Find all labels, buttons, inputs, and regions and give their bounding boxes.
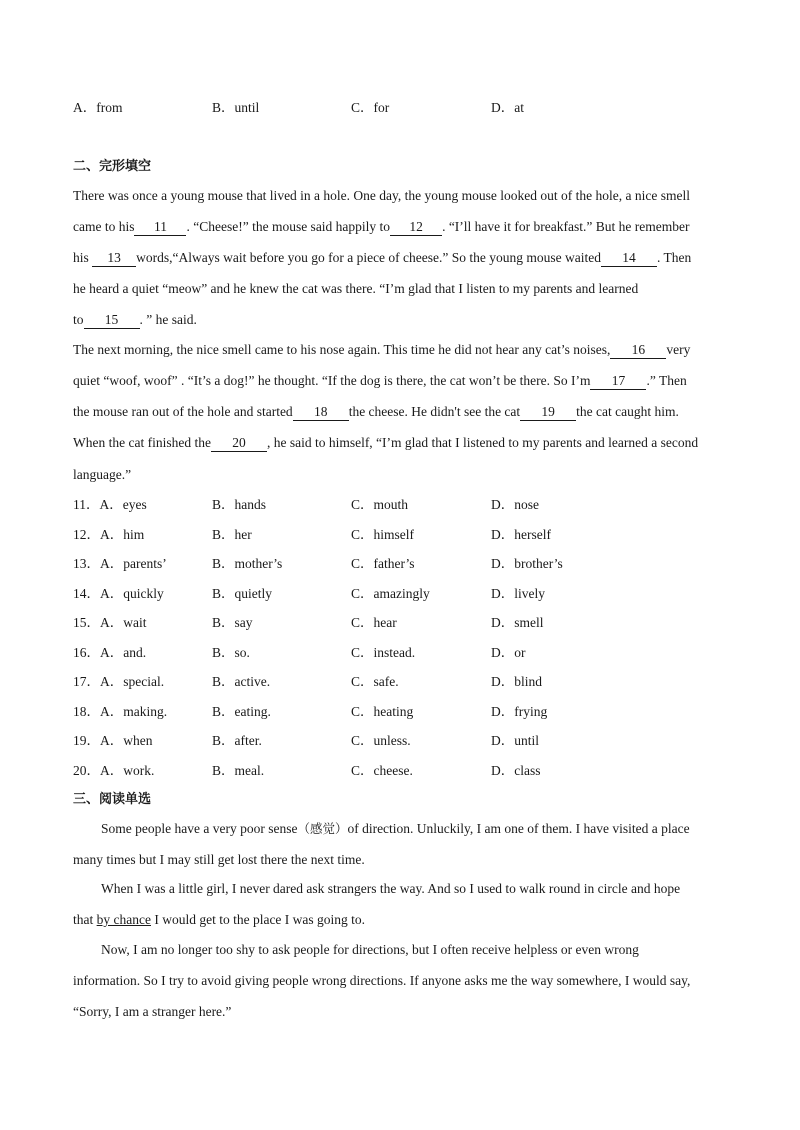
option-d[interactable]: D．blind <box>491 674 543 689</box>
option-c[interactable]: C．amazingly <box>351 586 430 601</box>
blank-14[interactable]: 14 <box>601 249 657 267</box>
option-d[interactable]: D．or <box>491 645 526 660</box>
option-a[interactable]: 13．A．parents’ <box>73 556 167 571</box>
passage-line: There was once a young mouse that lived in a hole. One day, the young mouse looked out of the hole, a nice smell <box>73 188 690 203</box>
blank-13[interactable]: 13 <box>92 249 136 267</box>
option-d[interactable]: D．at <box>491 100 524 115</box>
question-number: 12． <box>73 527 100 542</box>
reading-line: “Sorry, I am a stranger here.” <box>73 1004 232 1019</box>
reading-line: Some people have a very poor sense（感觉）of direction. Unluckily, I am one of them. I have visited a place <box>101 821 690 836</box>
blank-16[interactable]: 16 <box>610 341 666 359</box>
section-heading-reading: 三、阅读单选 <box>73 792 152 807</box>
blank-17[interactable]: 17 <box>590 372 646 390</box>
question-16 <box>73 643 733 663</box>
option-c[interactable]: C．father’s <box>351 556 415 571</box>
question-18 <box>73 702 733 722</box>
option-a[interactable]: 12．A．him <box>73 527 145 542</box>
question-12 <box>73 525 733 545</box>
option-d[interactable]: D．frying <box>491 704 548 719</box>
blank-20[interactable]: 20 <box>211 434 267 452</box>
blank-11[interactable]: 11 <box>134 218 186 236</box>
option-b[interactable]: B．meal. <box>212 763 265 778</box>
option-a[interactable]: 11．A．eyes <box>73 497 147 512</box>
passage-line: came to his 11 . “Cheese!” the mouse said happily to 12 . “I’ll have it for breakfast.” But he remember <box>73 219 690 234</box>
option-c[interactable]: C．himself <box>351 527 414 542</box>
question-number: 17． <box>73 674 100 689</box>
section-heading-cloze: 二、完形填空 <box>73 159 152 174</box>
option-b[interactable]: B．active. <box>212 674 271 689</box>
option-a[interactable]: 18．A．making. <box>73 704 168 719</box>
option-d[interactable]: D．herself <box>491 527 551 542</box>
underlined-phrase: by chance <box>96 912 151 927</box>
question-17 <box>73 672 733 692</box>
passage-line: the mouse ran out of the hole and started 18 the cheese. He didn't see the cat 19 the cat caught him. <box>73 404 679 419</box>
question-11 <box>73 495 733 515</box>
option-b[interactable]: B．mother’s <box>212 556 283 571</box>
passage-line: to 15 . ” he said. <box>73 312 197 327</box>
reading-line: Now, I am no longer too shy to ask people for directions, but I often receive helpless or even wrong <box>101 942 639 957</box>
option-c[interactable]: C．mouth <box>351 497 409 512</box>
reading-line: When I was a little girl, I never dared ask strangers the way. And so I used to walk round in circle and hope <box>101 881 681 896</box>
question-number: 20． <box>73 763 100 778</box>
passage-line: language.” <box>73 467 132 482</box>
question-number: 15． <box>73 615 100 630</box>
option-b[interactable]: B．so. <box>212 645 250 660</box>
option-d[interactable]: D．lively <box>491 586 545 601</box>
blank-19[interactable]: 19 <box>520 403 576 421</box>
question-19 <box>73 731 733 751</box>
option-b[interactable]: B．until <box>212 100 260 115</box>
question-number: 18． <box>73 704 100 719</box>
question-number: 11． <box>73 497 100 512</box>
option-c[interactable]: C．cheese. <box>351 763 413 778</box>
passage-line: his 13 words,“Always wait before you go for a piece of cheese.” So the young mouse waited 14 . Then <box>73 250 692 265</box>
option-a[interactable]: A．from <box>73 100 123 115</box>
option-b[interactable]: B．her <box>212 527 252 542</box>
question-15 <box>73 613 733 633</box>
option-a[interactable]: 19．A．when <box>73 733 153 748</box>
question-14 <box>73 584 733 604</box>
passage-line: When the cat finished the 20 , he said to himself, “I’m glad that I listened to my parents and learned a second <box>73 435 699 450</box>
passage-line: he heard a quiet “meow” and he knew the cat was there. “I’m glad that I listen to my parents and learned <box>73 281 639 296</box>
blank-18[interactable]: 18 <box>293 403 349 421</box>
option-c[interactable]: C．unless. <box>351 733 411 748</box>
option-c[interactable]: C．instead. <box>351 645 416 660</box>
option-b[interactable]: B．hands <box>212 497 266 512</box>
passage-line: The next morning, the nice smell came to his nose again. This time he did not hear any cat’s noises, 16 very <box>73 342 691 357</box>
option-a[interactable]: 14．A．quickly <box>73 586 164 601</box>
option-c[interactable]: C．hear <box>351 615 397 630</box>
option-d[interactable]: D．until <box>491 733 540 748</box>
option-a[interactable]: 16．A．and. <box>73 645 147 660</box>
option-a[interactable]: 17．A．special. <box>73 674 165 689</box>
option-d[interactable]: D．class <box>491 763 541 778</box>
option-a[interactable]: 20．A．work. <box>73 763 155 778</box>
option-c[interactable]: C．for <box>351 100 390 115</box>
blank-12[interactable]: 12 <box>390 218 442 236</box>
option-a[interactable]: 15．A．wait <box>73 615 147 630</box>
top-options-row <box>73 98 733 118</box>
reading-line: that by chance I would get to the place I was going to. <box>73 912 366 927</box>
question-number: 19． <box>73 733 100 748</box>
option-b[interactable]: B．say <box>212 615 253 630</box>
blank-15[interactable]: 15 <box>84 311 140 329</box>
option-b[interactable]: B．quietly <box>212 586 272 601</box>
question-number: 14． <box>73 586 100 601</box>
option-c[interactable]: C．heating <box>351 704 414 719</box>
question-number: 16． <box>73 645 100 660</box>
option-b[interactable]: B．after. <box>212 733 262 748</box>
option-d[interactable]: D．smell <box>491 615 544 630</box>
reading-line: information. So I try to avoid giving people wrong directions. If anyone asks me the way somewhere, I would say, <box>73 973 691 988</box>
question-20 <box>73 761 733 781</box>
option-d[interactable]: D．brother’s <box>491 556 563 571</box>
option-b[interactable]: B．eating. <box>212 704 271 719</box>
question-number: 13． <box>73 556 100 571</box>
question-13 <box>73 554 733 574</box>
option-d[interactable]: D．nose <box>491 497 539 512</box>
passage-line: quiet “woof, woof” . “It’s a dog!” he thought. “If the dog is there, the cat won’t be there. So I’m 17 .” Then <box>73 373 687 388</box>
reading-line: many times but I may still get lost there the next time. <box>73 852 365 867</box>
option-c[interactable]: C．safe. <box>351 674 399 689</box>
